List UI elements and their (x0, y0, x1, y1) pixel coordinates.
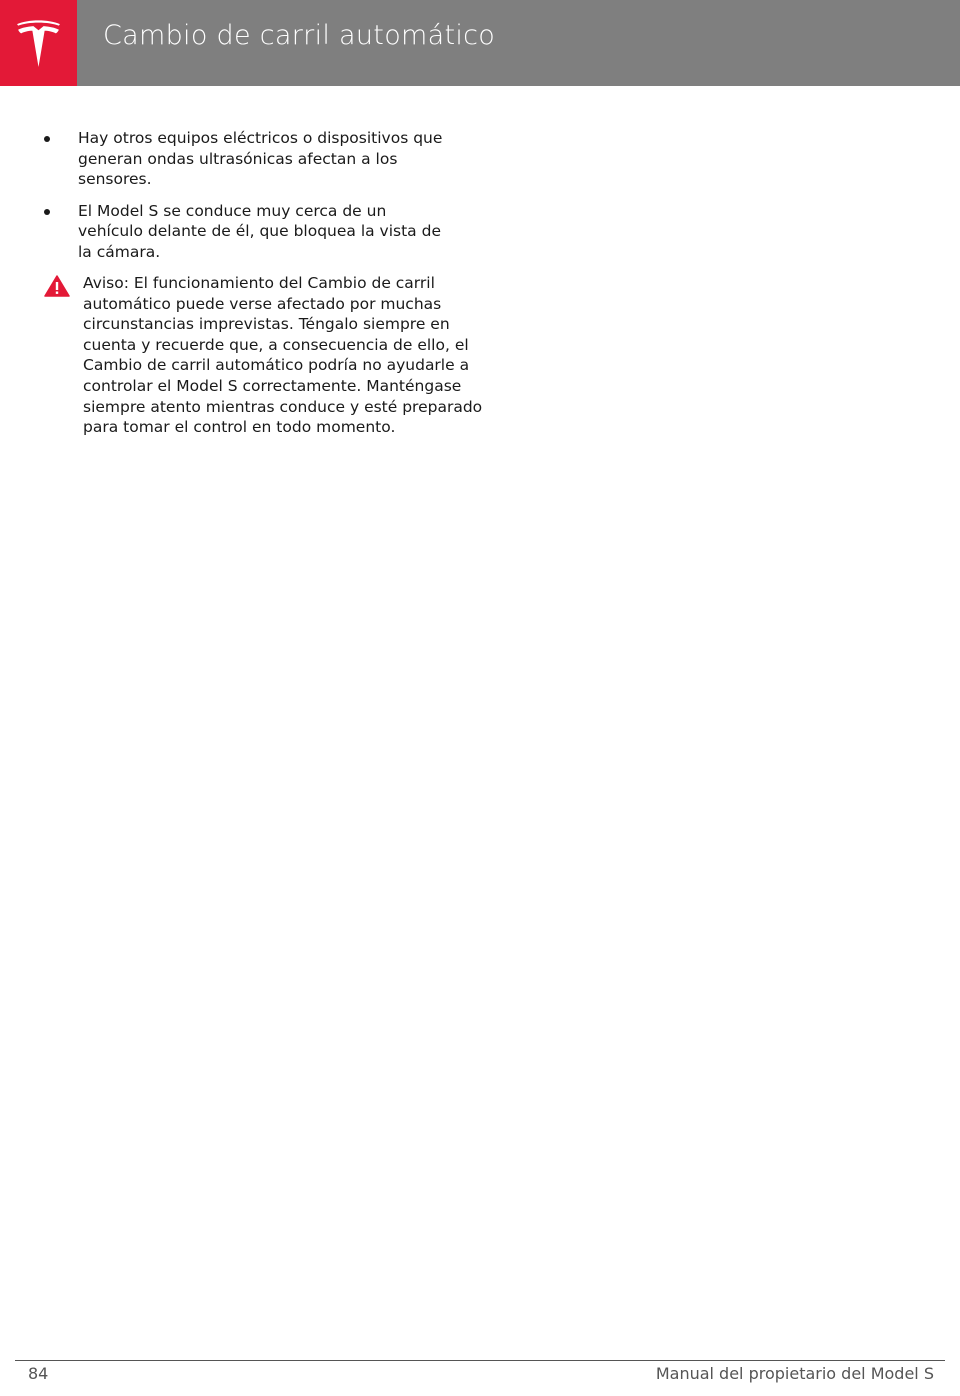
bullet-list (44, 128, 444, 262)
warning-triangle-icon (44, 275, 70, 297)
page-title: Cambio de carril automático (103, 20, 496, 51)
bullet-icon (44, 136, 50, 142)
list-item-text: El Model S se conduce muy cerca de un vehículo delante de él, que bloquea la vista de la cámara. (78, 201, 441, 261)
main-content (44, 128, 483, 438)
list-item (44, 128, 444, 190)
brand-logo-box (0, 0, 77, 86)
tesla-logo-icon (13, 17, 64, 68)
warning-notice (44, 273, 483, 438)
page-number: 84 (28, 1364, 49, 1383)
list-item (44, 201, 444, 263)
footer-manual-title: Manual del propietario del Model S (655, 1364, 934, 1383)
warning-text: Aviso: El funcionamiento del Cambio de carril automático puede verse afectado por muchas circunstancias imprevistas. Téngalo siempre en cuenta y recuerde que, a consecuencia de ello, el Cambio de carril automático podría no ayudarle a controlar el Model S correctamente. Manténgase siempre atento mientras conduce y esté preparado para tomar el control en todo momento. (83, 274, 483, 437)
page-header (0, 0, 960, 86)
footer-divider (15, 1360, 945, 1361)
list-item-text: Hay otros equipos eléctricos o dispositivos que generan ondas ultrasónicas afectan a los sensores. (78, 129, 443, 188)
bullet-icon (44, 209, 50, 215)
